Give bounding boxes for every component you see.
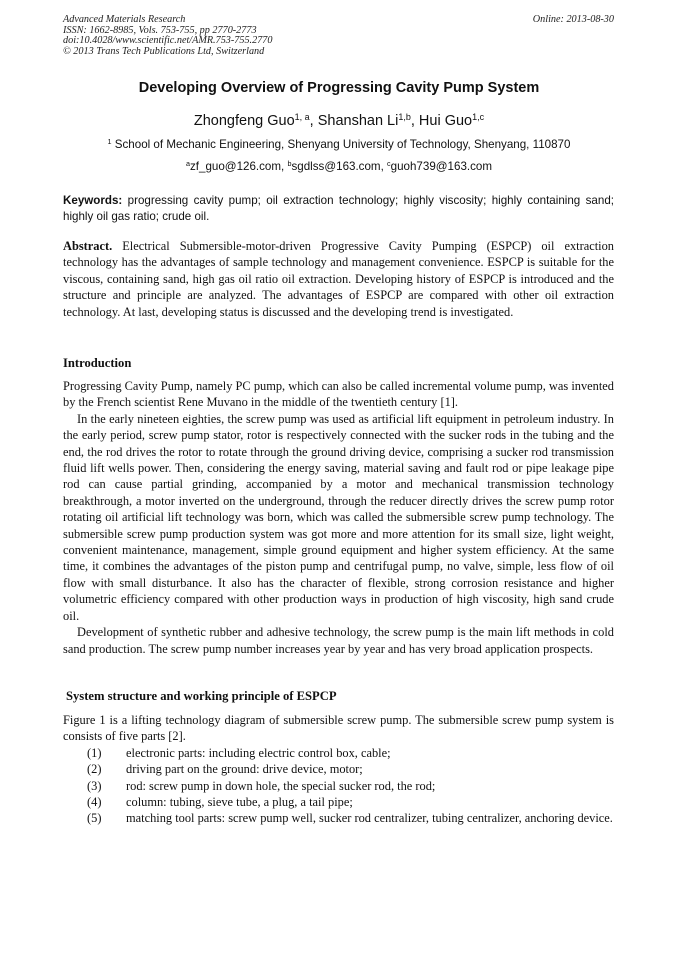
paragraph: Figure 1 is a lifting technology diagram of submersible screw pump. The submersible screw pump system is consists of five parts [2].	[63, 713, 614, 744]
keywords-text: progressing cavity pump; oil extraction technology; highly viscosity; highly containing sand; highly oil gas ratio; crude oil.	[63, 194, 614, 223]
section-heading-system: System structure and working principle of ESPCP	[66, 689, 337, 703]
list-item: (5) matching tool parts: screw pump well, sucker rod centralizer, tubing centralizer, anchoring device.	[87, 811, 613, 826]
online-date: Online: 2013-08-30	[532, 14, 614, 25]
issn-line: ISSN: 1662-8985, Vols. 753-755, pp 2770-2773	[63, 24, 257, 36]
author: Hui Guo$^{1,c}$	[418, 112, 485, 129]
paper-title: Developing Overview of Progressing Cavity Pump System	[138, 80, 540, 96]
journal-header	[63, 15, 272, 57]
abstract	[63, 238, 614, 320]
system-body	[63, 712, 614, 827]
email: $^b$sgdlss@163.com,	[287, 159, 388, 173]
list-item: (2) driving part on the ground: drive device, motor;	[87, 762, 363, 777]
list-item: (3) rod: screw pump in down hole, the special sucker rod, the rod;	[87, 778, 436, 793]
email: $^c$guoh739@163.com	[387, 159, 493, 173]
copyright-line: © 2013 Trans Tech Publications Ltd, Switzerland	[63, 45, 265, 57]
doi-line: doi:10.4028/www.scientific.net/AMR.753-755.2770	[63, 35, 273, 47]
author: Shanshan Li$^{1,b}$,	[317, 112, 419, 129]
paragraph: Development of synthetic rubber and adhesive technology, the screw pump is the main lift methods in cold sand production. The screw pump number increases year by year and has very broad application prospects.	[63, 625, 614, 656]
abstract-label: Abstract.	[63, 239, 113, 253]
author: Zhongfeng Guo$^{1, a}$,	[193, 112, 318, 129]
keywords	[63, 193, 614, 225]
paragraph: In the early nineteen eighties, the screw pump was used as artificial lift equipment in petroleum industry. In the early period, screw pump stator, rotor is respectively connected with the sucker rods in the tubing and the end, the rod drives the rotor to rotate through the ground driving device, comprising a sucker rod transmission fluid lift wells power. Then, considering the energy saving, material saving and fault rod or pipe leakage pipe rod can cause partial grinding, accompanied by a motor and mechanical transmission technology breakthrough, a motor inverted on the underground, through the reducer directly drives the screw pump rotor rotating oil artificial lift technology was born, which was called the submersible screw pump technology. The submersible screw pump production system was got more and more attention for its small size, light weight, convenient maintenance, management, simple ground equipment and higher system efficiency. At the same time, it combines the advantages of the piston pump and centrifugal pump, no valve, simple, less flow of oil flow with small disturbance. It also has the character of flexible, strong corrosion resistance and higher volumetric efficiency compared with other production ways in production of high viscosity, high sand crude oil.	[63, 411, 614, 623]
email-list	[0, 160, 678, 173]
abstract-text: Electrical Submersible-motor-driven Progressive Cavity Pumping (ESPCP) oil extraction technology has the advantages of sample technology and management convenience. ESPCP is suitable for the viscous, containing sand, high gas oil ratio oil extraction. Developing history of ESPCP is introduced and the structure and principle are analyzed. The advantages of ESPCP are compared with other oil extraction technology. At last, developing status is discussed and the developing trend is investigated.	[63, 239, 614, 319]
parts-list	[63, 745, 614, 827]
email: $^a$zf_guo@126.com,	[185, 159, 288, 173]
paragraph: Progressing Cavity Pump, namely PC pump, which can also be called incremental volume pump, was invented by the French scientist Rene Muvano in the middle of the twentieth century [1].	[63, 379, 614, 410]
affiliation: $^1$ School of Mechanic Engineering, Shenyang University of Technology, Shenyang, 110870	[107, 137, 571, 151]
keywords-label: Keywords:	[63, 194, 123, 207]
section-heading-introduction: Introduction	[63, 356, 132, 370]
journal-name: Advanced Materials Research	[63, 14, 186, 25]
list-item: (4) column: tubing, sieve tube, a plug, a tail pipe;	[87, 795, 353, 810]
author-list	[0, 113, 678, 129]
introduction-body	[63, 378, 614, 657]
list-item: (1) electronic parts: including electric control box, cable;	[87, 745, 391, 760]
